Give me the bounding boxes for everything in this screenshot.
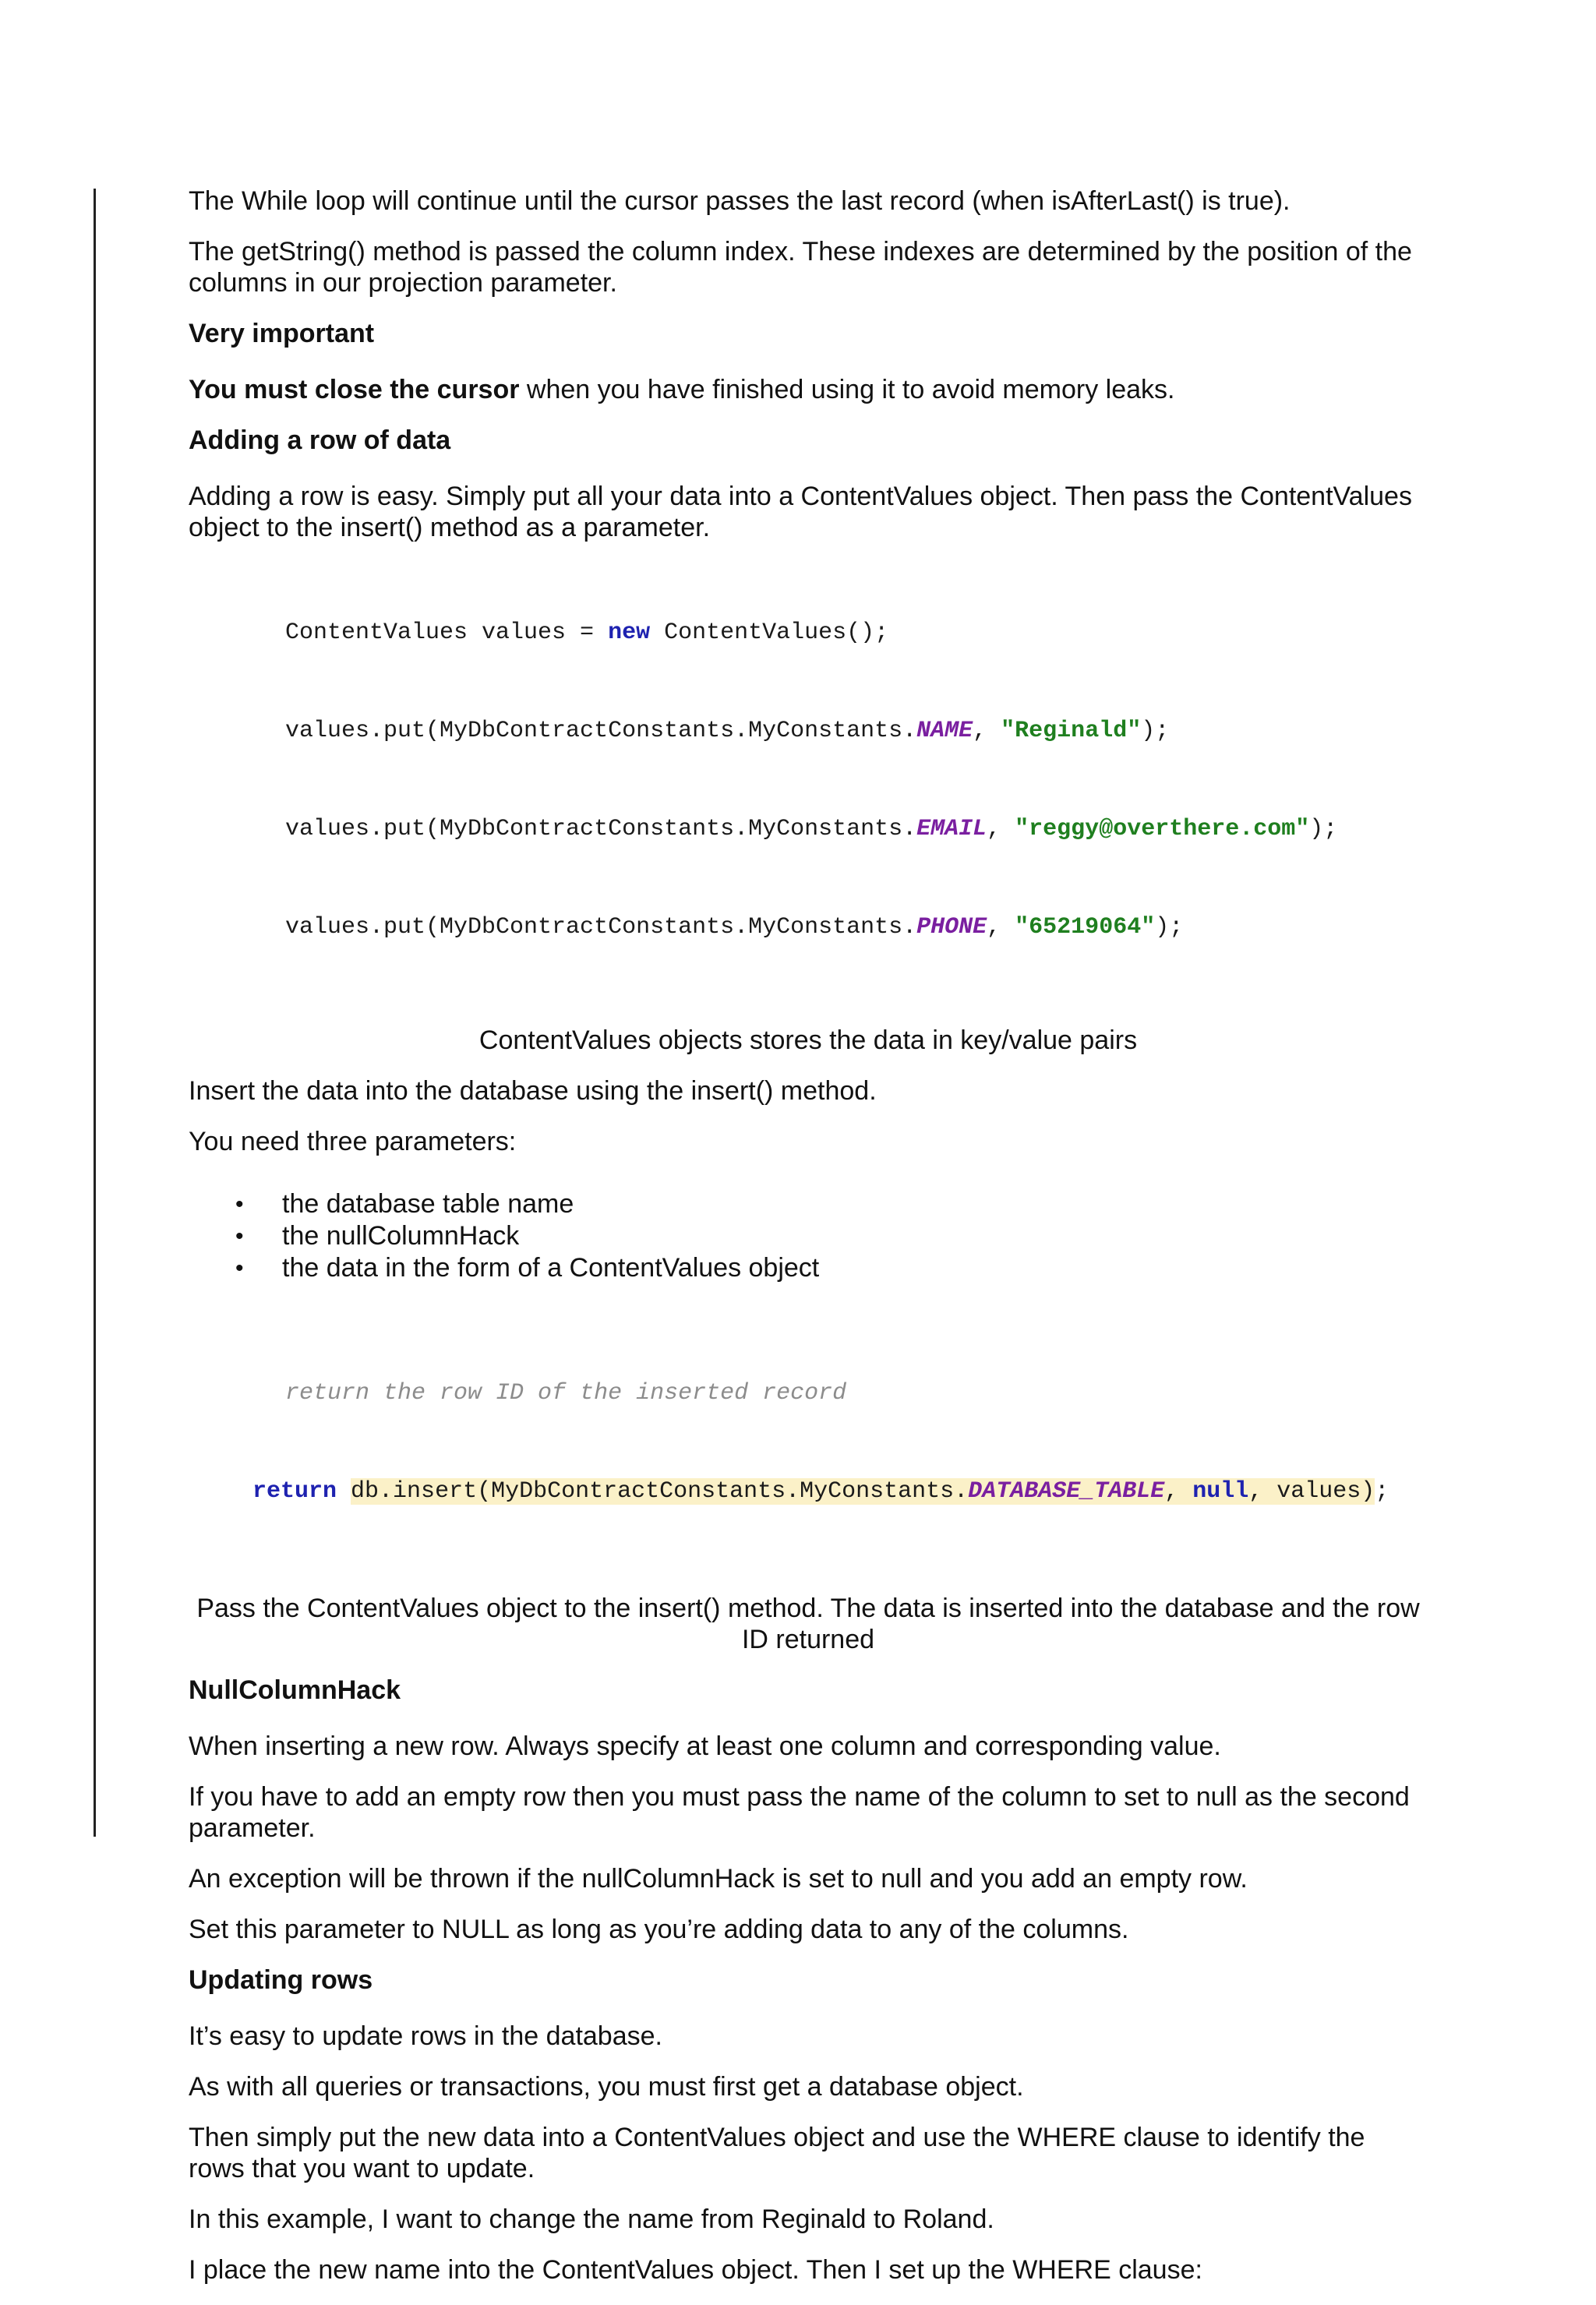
code-text: ContentValues values = <box>285 619 609 646</box>
code-line <box>252 1475 1428 1508</box>
parameter-list <box>189 1188 1428 1284</box>
paragraph-adding-row: Adding a row is easy. Simply put all your data into a ContentValues object. Then pass the ContentValues object to the insert() method as a parameter. <box>189 482 1412 542</box>
paragraph-nch-1: When inserting a new row. Always specify at least one column and corresponding value. <box>189 1731 1221 1761</box>
code-text: ); <box>1309 816 1338 842</box>
paragraph-upd-2: As with all queries or transactions, you must first get a database object. <box>189 2072 1024 2102</box>
paragraph-upd-3: Then simply put the new data into a ContentValues object and use the WHERE clause to identify the rows that you want to update. <box>189 2123 1365 2183</box>
paragraph-nch-3: An exception will be thrown if the nullColumnHack is set to null and you add an empty row. <box>189 1864 1248 1894</box>
list-item <box>189 1220 1428 1252</box>
close-cursor-rest: when you have finished using it to avoid memory leaks. <box>519 375 1175 404</box>
code-string: "65219064" <box>1015 914 1156 941</box>
code-string: "Reginald" <box>1001 718 1142 744</box>
code-text: values.put(MyDbContractConstants.MyConstants. <box>285 914 917 941</box>
code-line <box>285 715 1428 747</box>
code-text: , <box>987 816 1015 842</box>
paragraph-close-cursor <box>189 374 1428 405</box>
list-item <box>189 1252 1428 1284</box>
code-string: "reggy@overthere.com" <box>1015 816 1310 842</box>
code-constant: PHONE <box>916 914 987 941</box>
heading-null-column-hack: NullColumnHack <box>189 1675 401 1705</box>
code-text: values.put(MyDbContractConstants.MyConstants. <box>285 718 917 744</box>
code-line <box>285 813 1428 845</box>
list-item-text: the nullColumnHack <box>282 1221 520 1251</box>
list-item <box>189 1188 1428 1220</box>
bullet-icon: • <box>235 1191 244 1217</box>
code-keyword: return <box>252 1478 337 1505</box>
code-block-insert <box>252 1311 1428 1573</box>
list-item-text: the data in the form of a ContentValues object <box>282 1253 820 1283</box>
heading-updating-rows: Updating rows <box>189 1965 373 1995</box>
paragraph-insert: Insert the data into the database using the insert() method. <box>189 1076 877 1106</box>
code-comment: return the row ID of the inserted record <box>285 1380 847 1407</box>
bullet-icon: • <box>235 1255 244 1281</box>
caption-content-values: ContentValues objects stores the data in key/value pairs <box>478 1025 1138 1055</box>
code-highlight <box>351 1478 1375 1505</box>
list-item-text: the database table name <box>282 1189 574 1219</box>
document-page <box>189 185 1428 2305</box>
code-line <box>285 911 1428 944</box>
code-text: , <box>973 718 1001 744</box>
paragraph-upd-1: It’s easy to update rows in the database. <box>189 2021 662 2051</box>
pass-content-values-text: Pass the ContentValues object to the insert() method. The data is inserted into the database and the row ID returned <box>196 1594 1420 1654</box>
code-constant: NAME <box>916 718 973 744</box>
paragraph-three-params: You need three parameters: <box>189 1127 517 1156</box>
code-keyword: new <box>608 619 651 646</box>
code-keyword: null <box>1192 1478 1249 1505</box>
code-constant: DATABASE_TABLE <box>968 1478 1165 1505</box>
code-block-content-values <box>285 551 1428 1009</box>
code-text: db.insert(MyDbContractConstants.MyConstants. <box>351 1478 969 1505</box>
paragraph-upd-5: I place the new name into the ContentValues object. Then I set up the WHERE clause: <box>189 2255 1202 2285</box>
paragraph-nch-2: If you have to add an empty row then you must pass the name of the column to set to null as the second parameter. <box>189 1782 1410 1843</box>
code-line <box>252 1377 1428 1410</box>
code-constant: EMAIL <box>916 816 987 842</box>
code-text: values.put(MyDbContractConstants.MyConstants. <box>285 816 917 842</box>
paragraph-nch-4: Set this parameter to NULL as long as you’re adding data to any of the columns. <box>189 1915 1129 1944</box>
paragraph-pass-content-values <box>189 1593 1428 1655</box>
code-line <box>285 616 1428 649</box>
code-text: ); <box>1141 718 1170 744</box>
paragraph-upd-4: In this example, I want to change the name from Reginald to Roland. <box>189 2204 994 2234</box>
code-text: ); <box>1155 914 1184 941</box>
heading-adding-row: Adding a row of data <box>189 425 451 455</box>
heading-very-important: Very important <box>189 319 375 348</box>
change-bar <box>94 189 96 1837</box>
code-text: , values) <box>1248 1478 1375 1505</box>
code-text: ContentValues(); <box>650 619 889 646</box>
bullet-icon: • <box>235 1223 244 1249</box>
code-text: , <box>987 914 1015 941</box>
code-text: ; <box>1375 1478 1389 1505</box>
paragraph-while-loop: The While loop will continue until the cursor passes the last record (when isAfterLast() is true). <box>189 186 1291 216</box>
code-text: , <box>1164 1478 1193 1505</box>
close-cursor-bold: You must close the cursor <box>189 375 520 404</box>
paragraph-get-string: The getString() method is passed the column index. These indexes are determined by the position of the columns in our projection parameter. <box>189 237 1412 298</box>
